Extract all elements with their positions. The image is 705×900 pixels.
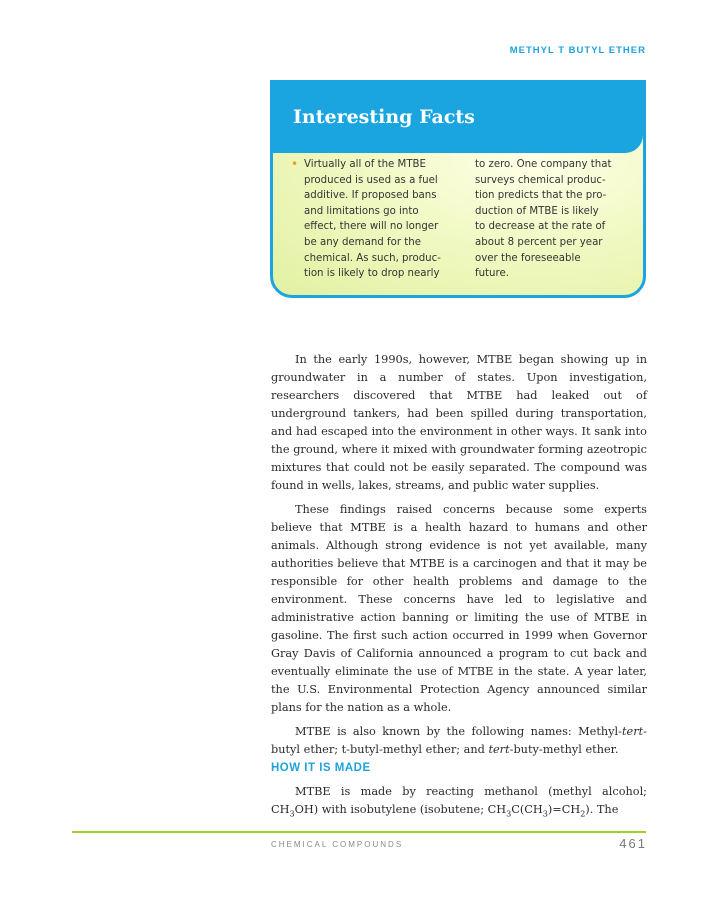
facts-line: additive. If proposed bans (304, 190, 437, 202)
text-run: MTBE is also known by the following names: Methyl- (295, 725, 622, 738)
facts-line: surveys chemical produc- (475, 174, 606, 186)
subscript: 3 (542, 809, 548, 819)
facts-line: over the foreseeable (475, 252, 581, 264)
text-run: MTBE is made by reacting methanol (methyl alcohol; CH (271, 785, 647, 816)
facts-line: tion is likely to drop nearly (304, 268, 440, 280)
subscript: 3 (506, 809, 512, 819)
facts-line: tion predicts that the pro- (475, 190, 607, 202)
facts-line: produced is used as a fuel (304, 174, 438, 186)
section-heading: HOW IT IS MADE (271, 762, 371, 774)
facts-title: Interesting Facts (293, 106, 475, 128)
facts-column-right (475, 157, 631, 282)
subscript: 2 (580, 809, 586, 819)
facts-line: be any demand for the (304, 236, 421, 248)
running-head: METHYL T BUTYL ETHER (509, 45, 646, 56)
facts-title-bar (273, 83, 643, 153)
text-run: -buty-methyl ether. (509, 743, 619, 756)
text-run: ). The (585, 803, 619, 816)
facts-line: duction of MTBE is likely (475, 205, 599, 217)
facts-column-left (291, 157, 451, 282)
paragraph: In the early 1990s, however, MTBE began showing up in groundwater in a number of states. Upon investigation, researchers discovered that MTBE had leaked out of underground tankers, had been spilled during transportation, and had escaped into the environment in other ways. It sank into the ground, where it mixed with groundwater forming azeotropic mixtures that could not be easily separated. The compound was found in wells, lakes, streams, and public water supplies. (271, 353, 647, 492)
text-run: C(CH (511, 803, 543, 816)
facts-line: to zero. One company that (475, 159, 612, 170)
paragraph (271, 723, 647, 759)
text-run: )=CH (547, 803, 581, 816)
facts-line: Virtually all of the MTBE (304, 159, 426, 170)
page-number: 461 (619, 836, 647, 851)
facts-line: about 8 percent per year (475, 236, 603, 248)
facts-columns (291, 157, 631, 282)
text-run: -butyl ether; t-butyl-methyl ether; and (271, 725, 647, 756)
italic-term: tert (622, 725, 644, 738)
footer-book-title: CHEMICAL COMPOUNDS (271, 840, 404, 849)
bullet-icon: • (291, 157, 299, 171)
footer-rule (72, 831, 646, 833)
section-body (271, 783, 647, 823)
body-text (271, 351, 647, 765)
interesting-facts-box (270, 80, 646, 298)
paragraph (271, 783, 647, 823)
facts-line: chemical. As such, produc- (304, 252, 441, 264)
italic-term: tert (488, 743, 510, 756)
paragraph: These findings raised concerns because some experts believe that MTBE is a health hazard to humans and other animals. Although strong evidence is not yet available, many authorities believe that MTBE is a carcinogen and that it may be responsible for other health problems and damage to the environment. These concerns have led to legislative and administrative action banning or limiting the use of MTBE in gasoline. The first such action occurred in 1999 when Governor Gray Davis of California announced a program to cut back and eventually eliminate the use of MTBE in the state. A year later, the U.S. Environmental Protection Agency announced similar plans for the nation as a whole. (271, 503, 647, 714)
facts-line: effect, there will no longer (304, 221, 439, 233)
facts-line: and limitations go into (304, 205, 419, 217)
text-run: OH) with isobutylene (isobutene; CH (294, 803, 507, 816)
facts-line: to decrease at the rate of (475, 221, 606, 233)
subscript: 3 (289, 809, 295, 819)
facts-line: future. (475, 268, 509, 280)
